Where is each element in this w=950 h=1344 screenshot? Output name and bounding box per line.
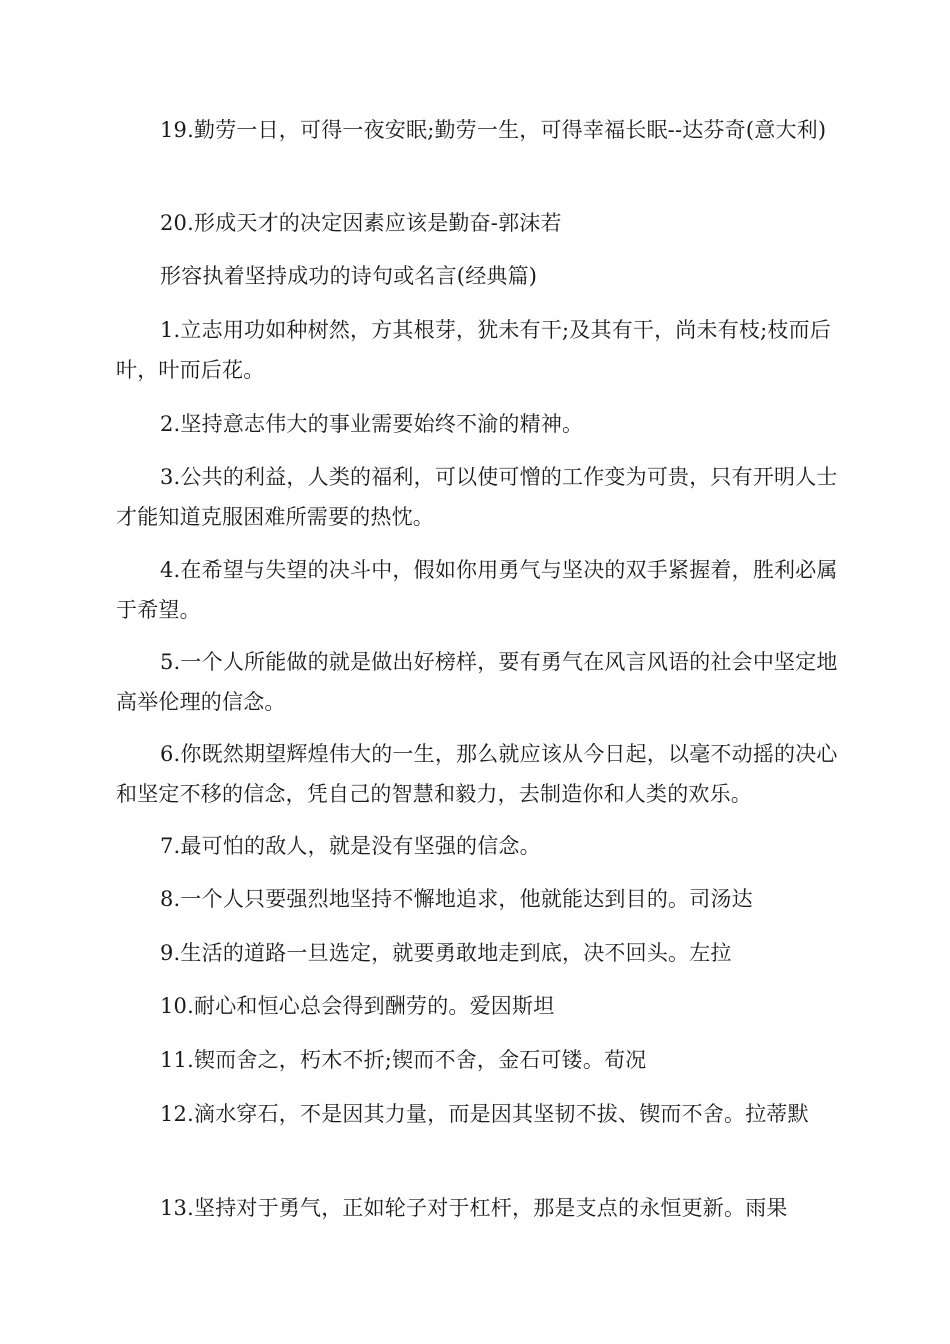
paragraph-11: 11.锲而舍之，朽木不折;锲而不舍，金石可镂。荀况 [160,1048,647,1072]
paragraph-9: 9.生活的道路一旦选定，就要勇敢地走到底，决不回头。左拉 [160,941,732,965]
paragraph-20: 20.形成天才的决定因素应该是勤奋-郭沫若 [160,211,562,235]
paragraph-8: 8.一个人只要强烈地坚持不懈地追求，他就能达到目的。司汤达 [160,887,753,911]
section-heading: 形容执着坚持成功的诗句或名言(经典篇) [160,264,538,288]
paragraph-19: 19.勤劳一日，可得一夜安眠;勤劳一生，可得幸福长眠--达芬奇(意大利) [160,118,827,142]
paragraph-13: 13.坚持对于勇气，正如轮子对于杠杆，那是支点的永恒更新。雨果 [160,1196,788,1220]
paragraph-12: 12.滴水穿石，不是因其力量，而是因其坚韧不拔、锲而不舍。拉蒂默 [160,1102,809,1126]
paragraph-10: 10.耐心和恒心总会得到酬劳的。爱因斯坦 [160,994,555,1018]
paragraph-4: 4.在希望与失望的决斗中，假如你用勇气与坚决的双手紧握着，胜利必属于希望。 [116,558,838,622]
paragraph-7: 7.最可怕的敌人，就是没有坚强的信念。 [160,834,541,858]
paragraph-2: 2.坚持意志伟大的事业需要始终不渝的精神。 [160,412,584,436]
paragraph-5: 5.一个人所能做的就是做出好榜样，要有勇气在风言风语的社会中坚定地高举伦理的信念。 [116,650,838,714]
paragraph-1: 1.立志用功如种树然，方其根芽，犹未有干;及其有干，尚未有枝;枝而后叶，叶而后花。 [116,318,831,382]
paragraph-3: 3.公共的利益，人类的福利，可以使可憎的工作变为可贵，只有开明人士才能知道克服困难所需要的热忱。 [116,465,838,529]
paragraph-6: 6.你既然期望辉煌伟大的一生，那么就应该从今日起，以毫不动摇的决心和坚定不移的信念，凭自己的智慧和毅力，去制造你和人类的欢乐。 [116,742,838,806]
